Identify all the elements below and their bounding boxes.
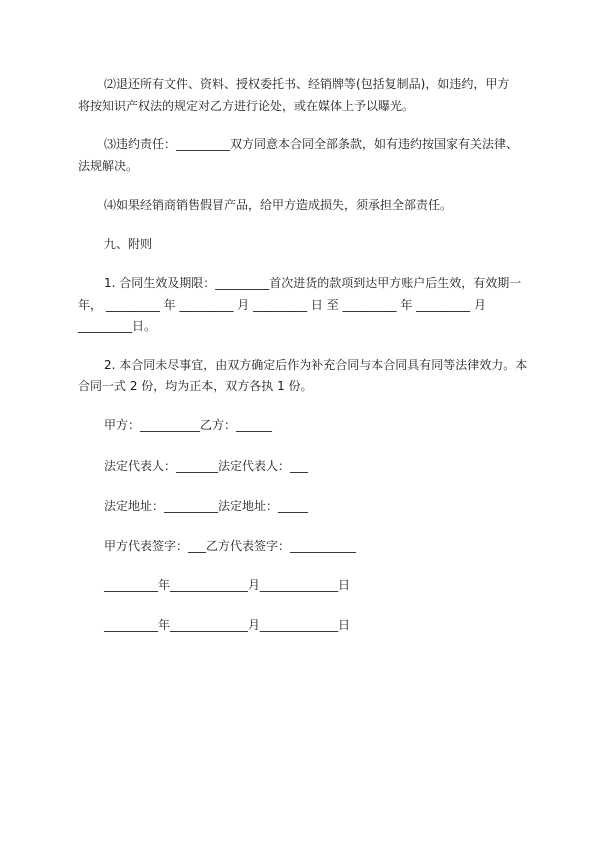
clause-4-line-1: ⑷如果经销商销售假冒产品，给甲方造成损失，须承担全部责任。 bbox=[104, 198, 453, 212]
clause-2-line-1: ⑵退还所有文件、资料、授权委托书、经销牌等(包括复制品)，如违约，甲方 bbox=[104, 77, 510, 91]
signature-addresses: 法定地址：_________法定地址：_____ bbox=[104, 499, 309, 513]
signature-date-2: _________年_____________月_____________日 bbox=[104, 618, 351, 632]
signature-parties: 甲方：__________乙方：______ bbox=[104, 418, 273, 432]
signature-signers: 甲方代表签字：___乙方代表签字：___________ bbox=[104, 539, 357, 553]
term-1-line-3: _________日。 bbox=[78, 319, 157, 333]
clause-3-line-1: ⑶违约责任：_________双方同意本合同全部条款，如有违约按国家有关法律、 bbox=[104, 137, 519, 151]
term-2-line-1: 2. 本合同未尽事宜，由双方确定后作为补充合同与本合同具有同等法律效力。本 bbox=[104, 358, 528, 372]
signature-representatives: 法定代表人：_______法定代表人：___ bbox=[104, 459, 309, 473]
section-heading: 九、附则 bbox=[104, 237, 153, 251]
clause-3-line-2: 法规解决。 bbox=[78, 159, 139, 173]
term-1-line-1: 1. 合同生效及期限：_________首次进货的款项到达甲方账户后生效，有效期一 bbox=[104, 276, 522, 290]
signature-date-1: _________年_____________月_____________日 bbox=[104, 578, 351, 592]
clause-2-line-2: 将按知识产权法的规定对乙方进行论处，或在媒体上予以曝光。 bbox=[78, 99, 415, 113]
term-2-line-2: 合同一式 2 份，均为正本，双方各执 1 份。 bbox=[78, 379, 313, 393]
term-1-line-2: 年， _________ 年 _________ 月 _________ 日 至 _________ 年 _________ 月 bbox=[78, 298, 486, 312]
